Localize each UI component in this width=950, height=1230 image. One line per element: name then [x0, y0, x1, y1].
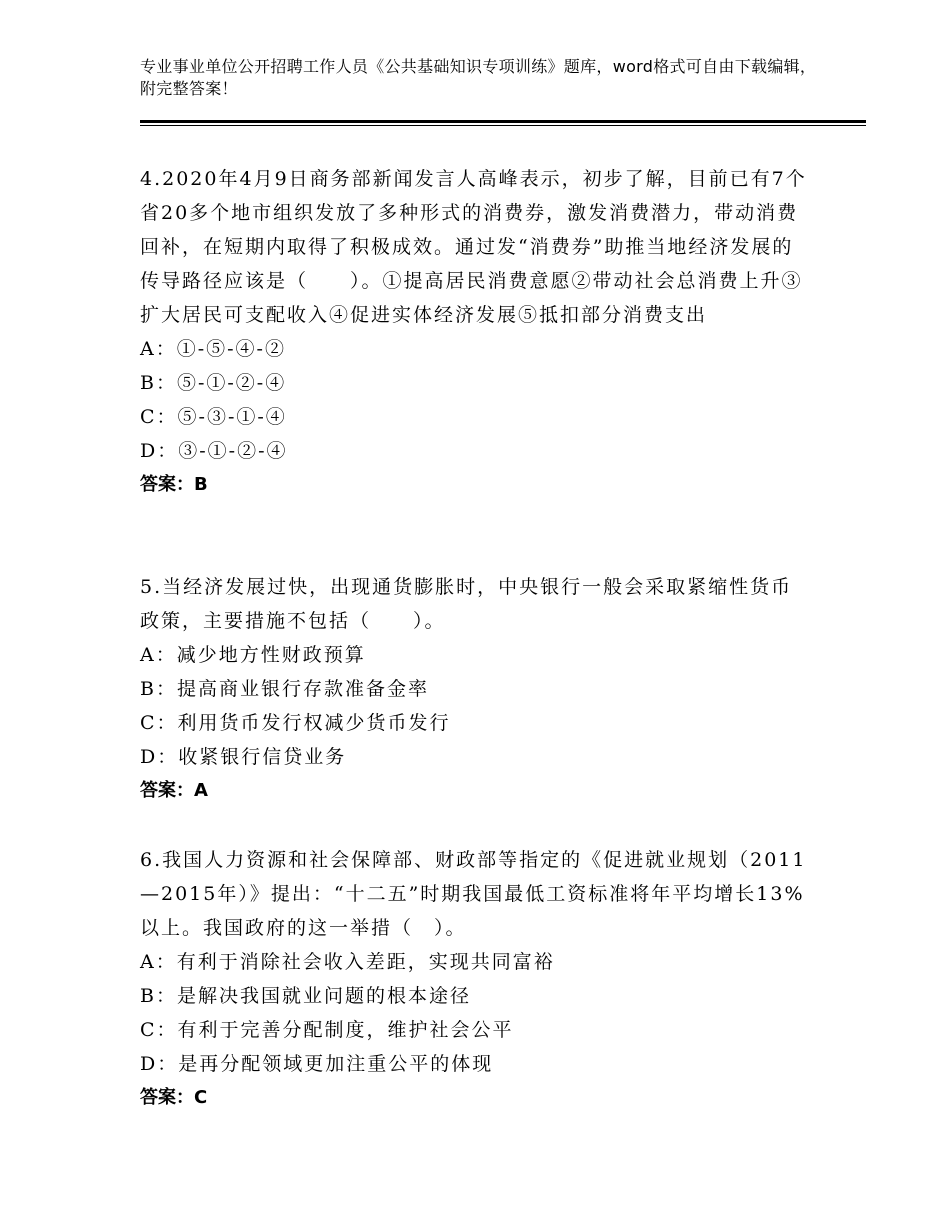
option-d: D：是再分配领域更加注重公平的体现	[140, 1053, 494, 1075]
answer-label: 答案：B	[140, 474, 208, 495]
question-stem: 6.我国人力资源和社会保障部、财政部等指定的《促进就业规划（2011—2015年）》提出：“十二五”时期我国最低工资标准将年平均增长13%以上。我国政府的这一举措（ ）。	[140, 849, 807, 939]
question-stem: 5.当经济发展过快，出现通货膨胀时，中央银行一般会采取紧缩性货币政策，主要措施不包括（ ）。	[140, 576, 793, 632]
question-6	[140, 843, 810, 1115]
question-5	[140, 570, 810, 808]
option-a: A：①-⑤-④-②	[140, 338, 286, 360]
option-d: D：③-①-②-④	[140, 440, 288, 462]
option-c: C：⑤-③-①-④	[140, 406, 287, 428]
answer-label: 答案：A	[140, 780, 208, 801]
option-d: D：收紧银行信贷业务	[140, 746, 347, 768]
question-4	[140, 162, 810, 502]
document-header: 专业事业单位公开招聘工作人员《公共基础知识专项训练》题库，word格式可自由下载编辑，附完整答案！	[140, 57, 817, 98]
option-b: B：是解决我国就业问题的根本途径	[140, 985, 471, 1007]
header-divider-thin	[140, 125, 866, 126]
option-b: B：⑤-①-②-④	[140, 372, 287, 394]
option-c: C：利用货币发行权减少货币发行	[140, 712, 451, 734]
question-stem: 4.2020年4月9日商务部新闻发言人高峰表示，初步了解，目前已有7个省20多个地市组织发放了多种形式的消费券，激发消费潜力，带动消费回补，在短期内取得了积极成效。通过发“消费券”助推当地经济发展的传导路径应该是（ ）。①提高居民消费意愿②带动社会总消费上升③扩大居民可支配收入④促进实体经济发展⑤抵扣部分消费支出	[140, 168, 807, 326]
option-c: C：有利于完善分配制度，维护社会公平	[140, 1019, 514, 1041]
header-divider-thick	[140, 120, 866, 123]
option-a: A：有利于消除社会收入差距，实现共同富裕	[140, 951, 555, 973]
option-b: B：提高商业银行存款准备金率	[140, 678, 429, 700]
option-a: A：减少地方性财政预算	[140, 644, 366, 666]
answer-label: 答案：C	[140, 1087, 208, 1108]
